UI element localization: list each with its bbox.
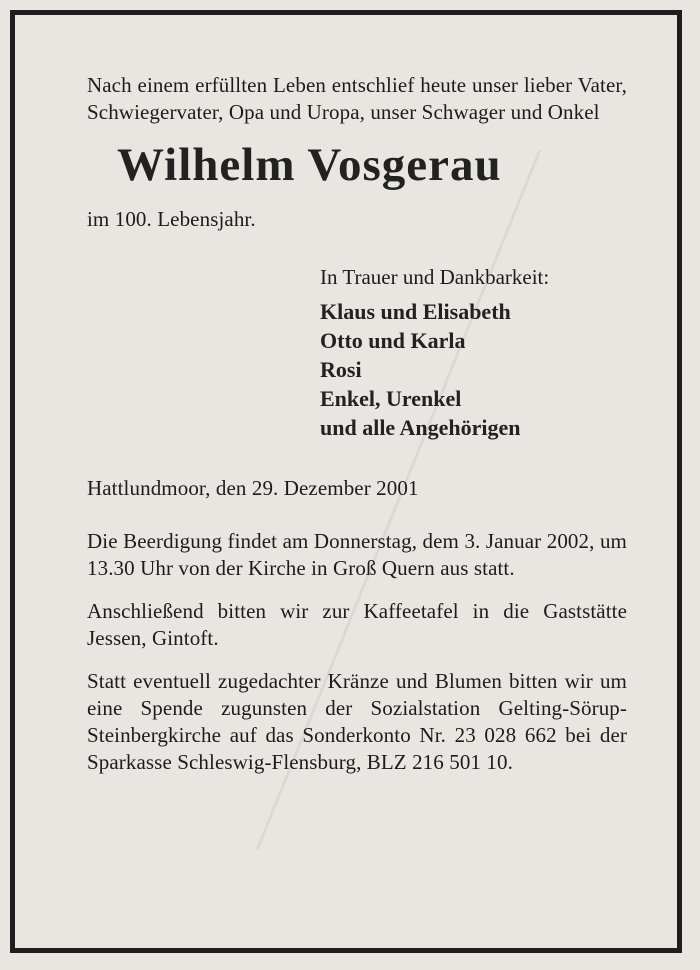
family-line: Rosi	[320, 357, 362, 382]
deceased-name: Wilhelm Vosgerau	[117, 139, 502, 191]
family-line: Otto und Karla	[320, 328, 466, 353]
funeral-details: Die Beerdigung findet am Donnerstag, dem 3. Januar 2002, um 13.30 Uhr von der Kirche in Groß Quern aus statt.	[87, 529, 627, 580]
obituary-notice	[87, 72, 627, 776]
place-date: Hattlundmoor, den 29. Dezember 2001	[87, 476, 419, 500]
coffee-reception: Anschließend bitten wir zur Kaffeetafel in die Gaststätte Jessen, Gintoft.	[87, 599, 627, 650]
intro-text: Nach einem erfüllten Leben entschlief heute unser lieber Vater, Schwiegervater, Opa und Uropa, unser Schwager und Onkel	[87, 73, 627, 124]
donation-request: Statt eventuell zugedachter Kränze und Blumen bitten wir um eine Spende zugunsten der Sozialstation Gelting-Sörup-Steinbergkirche auf das Sonderkonto Nr. 23 028 662 bei der Sparkasse Schleswig-Flensburg, BLZ 216 501 10.	[87, 669, 627, 774]
family-line: Klaus und Elisabeth	[320, 299, 511, 324]
family-line: Enkel, Urenkel	[320, 386, 462, 411]
mourning-heading: In Trauer und Dankbarkeit:	[320, 265, 550, 289]
mourners-block	[320, 264, 627, 442]
age-text: im 100. Lebensjahr.	[87, 207, 256, 231]
family-line: und alle Angehörigen	[320, 415, 521, 440]
